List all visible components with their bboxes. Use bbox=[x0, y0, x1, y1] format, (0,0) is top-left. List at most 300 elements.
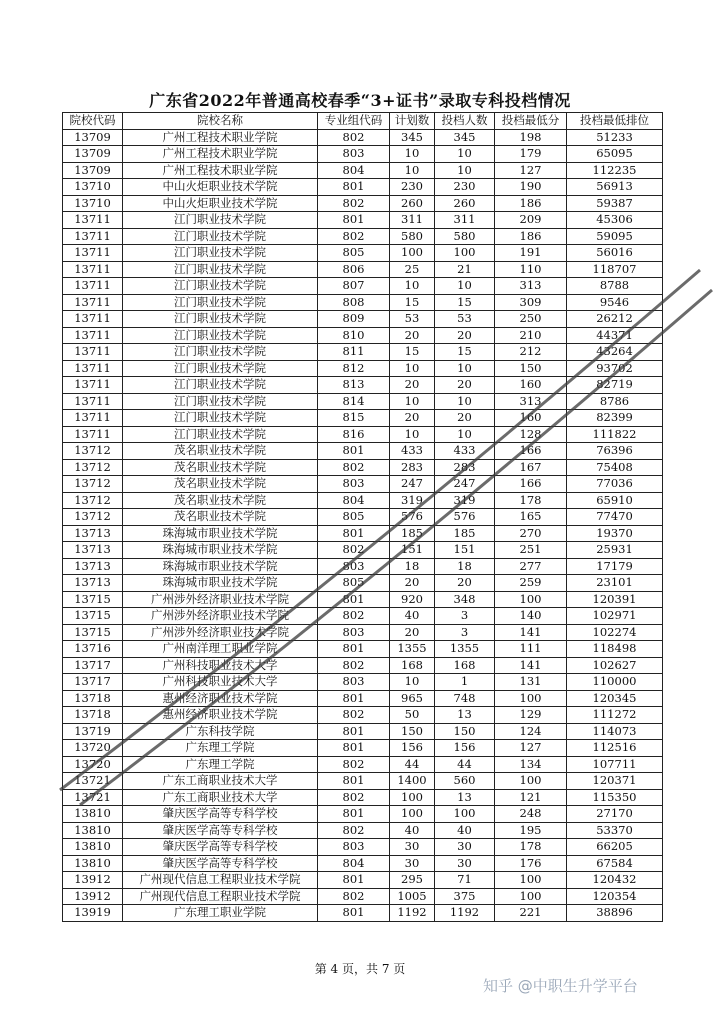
cell-school-code: 13912 bbox=[63, 888, 123, 905]
cell-plan-count: 50 bbox=[390, 707, 435, 724]
cell-min-rank: 38896 bbox=[567, 905, 663, 922]
cell-admitted-count: 30 bbox=[435, 855, 495, 872]
cell-school-name: 中山火炬职业技术学院 bbox=[123, 179, 318, 196]
cell-admitted-count: 1355 bbox=[435, 641, 495, 658]
cell-min-rank: 66205 bbox=[567, 839, 663, 856]
cell-school-name: 肇庆医学高等专科学校 bbox=[123, 855, 318, 872]
cell-group-code: 802 bbox=[318, 756, 390, 773]
cell-min-rank: 82399 bbox=[567, 410, 663, 427]
cell-min-score: 100 bbox=[495, 888, 567, 905]
cell-school-name: 茂名职业技术学院 bbox=[123, 476, 318, 493]
table-row bbox=[63, 773, 663, 790]
cell-admitted-count: 71 bbox=[435, 872, 495, 889]
cell-plan-count: 20 bbox=[390, 410, 435, 427]
cell-group-code: 801 bbox=[318, 773, 390, 790]
cell-plan-count: 345 bbox=[390, 129, 435, 146]
cell-min-rank: 8786 bbox=[567, 393, 663, 410]
cell-school-name: 茂名职业技术学院 bbox=[123, 443, 318, 460]
cell-min-score: 209 bbox=[495, 212, 567, 229]
cell-min-score: 100 bbox=[495, 690, 567, 707]
cell-plan-count: 40 bbox=[390, 608, 435, 625]
header-min-rank: 投档最低排位 bbox=[567, 113, 663, 130]
cell-school-name: 茂名职业技术学院 bbox=[123, 459, 318, 476]
cell-min-rank: 65910 bbox=[567, 492, 663, 509]
cell-group-code: 815 bbox=[318, 410, 390, 427]
cell-min-score: 166 bbox=[495, 476, 567, 493]
cell-admitted-count: 1 bbox=[435, 674, 495, 691]
cell-plan-count: 10 bbox=[390, 393, 435, 410]
cell-plan-count: 230 bbox=[390, 179, 435, 196]
cell-school-name: 广东科技学院 bbox=[123, 723, 318, 740]
cell-group-code: 803 bbox=[318, 839, 390, 856]
cell-min-rank: 118498 bbox=[567, 641, 663, 658]
cell-group-code: 801 bbox=[318, 740, 390, 757]
cell-plan-count: 1005 bbox=[390, 888, 435, 905]
table-row bbox=[63, 459, 663, 476]
cell-school-code: 13711 bbox=[63, 278, 123, 295]
cell-school-code: 13810 bbox=[63, 822, 123, 839]
table-row bbox=[63, 377, 663, 394]
table-row bbox=[63, 789, 663, 806]
cell-plan-count: 151 bbox=[390, 542, 435, 559]
cell-school-code: 13711 bbox=[63, 344, 123, 361]
table-row bbox=[63, 723, 663, 740]
cell-min-score: 176 bbox=[495, 855, 567, 872]
admission-table bbox=[62, 112, 663, 922]
cell-min-rank: 44371 bbox=[567, 327, 663, 344]
cell-plan-count: 10 bbox=[390, 674, 435, 691]
cell-group-code: 802 bbox=[318, 129, 390, 146]
cell-min-score: 248 bbox=[495, 806, 567, 823]
cell-school-name: 广州涉外经济职业技术学院 bbox=[123, 591, 318, 608]
cell-plan-count: 920 bbox=[390, 591, 435, 608]
cell-admitted-count: 20 bbox=[435, 575, 495, 592]
cell-school-name: 肇庆医学高等专科学校 bbox=[123, 822, 318, 839]
table-row bbox=[63, 195, 663, 212]
cell-admitted-count: 10 bbox=[435, 393, 495, 410]
cell-school-code: 13711 bbox=[63, 245, 123, 262]
table-row bbox=[63, 591, 663, 608]
table-row bbox=[63, 476, 663, 493]
table-row bbox=[63, 492, 663, 509]
cell-min-rank: 25931 bbox=[567, 542, 663, 559]
cell-plan-count: 295 bbox=[390, 872, 435, 889]
cell-admitted-count: 10 bbox=[435, 360, 495, 377]
cell-school-code: 13721 bbox=[63, 773, 123, 790]
header-admitted-count: 投档人数 bbox=[435, 113, 495, 130]
cell-plan-count: 1192 bbox=[390, 905, 435, 922]
cell-group-code: 802 bbox=[318, 459, 390, 476]
cell-group-code: 801 bbox=[318, 872, 390, 889]
cell-plan-count: 1400 bbox=[390, 773, 435, 790]
cell-school-name: 广州南洋理工职业学院 bbox=[123, 641, 318, 658]
table-row bbox=[63, 575, 663, 592]
cell-school-code: 13711 bbox=[63, 360, 123, 377]
cell-school-code: 13712 bbox=[63, 443, 123, 460]
cell-admitted-count: 10 bbox=[435, 278, 495, 295]
cell-admitted-count: 20 bbox=[435, 410, 495, 427]
cell-group-code: 801 bbox=[318, 723, 390, 740]
cell-min-score: 277 bbox=[495, 558, 567, 575]
cell-school-code: 13709 bbox=[63, 162, 123, 179]
cell-school-name: 广州科技职业技术大学 bbox=[123, 657, 318, 674]
cell-plan-count: 20 bbox=[390, 624, 435, 641]
cell-school-code: 13713 bbox=[63, 558, 123, 575]
cell-admitted-count: 150 bbox=[435, 723, 495, 740]
cell-group-code: 802 bbox=[318, 542, 390, 559]
cell-admitted-count: 10 bbox=[435, 162, 495, 179]
header-min-score: 投档最低分 bbox=[495, 113, 567, 130]
cell-min-score: 186 bbox=[495, 195, 567, 212]
cell-admitted-count: 151 bbox=[435, 542, 495, 559]
cell-school-name: 肇庆医学高等专科学校 bbox=[123, 839, 318, 856]
cell-min-score: 179 bbox=[495, 146, 567, 163]
cell-admitted-count: 10 bbox=[435, 146, 495, 163]
cell-admitted-count: 156 bbox=[435, 740, 495, 757]
cell-admitted-count: 230 bbox=[435, 179, 495, 196]
cell-min-score: 160 bbox=[495, 410, 567, 427]
cell-school-code: 13717 bbox=[63, 674, 123, 691]
cell-min-rank: 19370 bbox=[567, 525, 663, 542]
cell-school-name: 江门职业技术学院 bbox=[123, 228, 318, 245]
cell-school-code: 13711 bbox=[63, 426, 123, 443]
cell-min-rank: 114073 bbox=[567, 723, 663, 740]
cell-plan-count: 576 bbox=[390, 509, 435, 526]
table-row bbox=[63, 839, 663, 856]
cell-min-score: 313 bbox=[495, 393, 567, 410]
table-row bbox=[63, 509, 663, 526]
cell-min-score: 160 bbox=[495, 377, 567, 394]
cell-school-code: 13711 bbox=[63, 377, 123, 394]
cell-min-score: 186 bbox=[495, 228, 567, 245]
cell-min-score: 165 bbox=[495, 509, 567, 526]
cell-group-code: 810 bbox=[318, 327, 390, 344]
table-row bbox=[63, 905, 663, 922]
cell-admitted-count: 100 bbox=[435, 245, 495, 262]
cell-plan-count: 100 bbox=[390, 245, 435, 262]
cell-group-code: 803 bbox=[318, 624, 390, 641]
page-footer: 第 4 页，共 7 页 bbox=[314, 962, 406, 976]
cell-plan-count: 10 bbox=[390, 278, 435, 295]
cell-min-score: 251 bbox=[495, 542, 567, 559]
cell-admitted-count: 21 bbox=[435, 261, 495, 278]
cell-group-code: 812 bbox=[318, 360, 390, 377]
table-row bbox=[63, 393, 663, 410]
cell-school-code: 13712 bbox=[63, 509, 123, 526]
table-row bbox=[63, 261, 663, 278]
table-row bbox=[63, 657, 663, 674]
cell-admitted-count: 560 bbox=[435, 773, 495, 790]
cell-min-score: 198 bbox=[495, 129, 567, 146]
cell-admitted-count: 15 bbox=[435, 344, 495, 361]
cell-school-name: 广州科技职业技术大学 bbox=[123, 674, 318, 691]
cell-admitted-count: 13 bbox=[435, 789, 495, 806]
cell-school-name: 江门职业技术学院 bbox=[123, 393, 318, 410]
cell-min-rank: 107711 bbox=[567, 756, 663, 773]
cell-min-rank: 120391 bbox=[567, 591, 663, 608]
cell-plan-count: 260 bbox=[390, 195, 435, 212]
cell-school-code: 13711 bbox=[63, 393, 123, 410]
cell-min-score: 124 bbox=[495, 723, 567, 740]
table-row bbox=[63, 146, 663, 163]
cell-min-score: 167 bbox=[495, 459, 567, 476]
cell-admitted-count: 3 bbox=[435, 624, 495, 641]
cell-school-code: 13711 bbox=[63, 228, 123, 245]
cell-min-rank: 77036 bbox=[567, 476, 663, 493]
cell-min-score: 309 bbox=[495, 294, 567, 311]
cell-school-name: 惠州经济职业技术学院 bbox=[123, 707, 318, 724]
cell-plan-count: 10 bbox=[390, 162, 435, 179]
cell-school-name: 珠海城市职业技术学院 bbox=[123, 575, 318, 592]
cell-admitted-count: 748 bbox=[435, 690, 495, 707]
cell-plan-count: 18 bbox=[390, 558, 435, 575]
table-row bbox=[63, 641, 663, 658]
table-row bbox=[63, 855, 663, 872]
cell-min-score: 313 bbox=[495, 278, 567, 295]
cell-school-code: 13715 bbox=[63, 624, 123, 641]
cell-min-score: 100 bbox=[495, 773, 567, 790]
cell-min-rank: 67584 bbox=[567, 855, 663, 872]
cell-admitted-count: 1192 bbox=[435, 905, 495, 922]
table-row bbox=[63, 624, 663, 641]
cell-group-code: 801 bbox=[318, 905, 390, 922]
table-row bbox=[63, 294, 663, 311]
table-row bbox=[63, 542, 663, 559]
cell-min-score: 128 bbox=[495, 426, 567, 443]
cell-group-code: 803 bbox=[318, 146, 390, 163]
cell-min-score: 178 bbox=[495, 492, 567, 509]
cell-group-code: 803 bbox=[318, 558, 390, 575]
cell-group-code: 801 bbox=[318, 641, 390, 658]
table-row bbox=[63, 410, 663, 427]
cell-min-score: 270 bbox=[495, 525, 567, 542]
cell-min-rank: 120432 bbox=[567, 872, 663, 889]
cell-school-name: 广州涉外经济职业技术学院 bbox=[123, 624, 318, 641]
table-row bbox=[63, 327, 663, 344]
cell-min-rank: 111822 bbox=[567, 426, 663, 443]
cell-plan-count: 30 bbox=[390, 839, 435, 856]
table-row bbox=[63, 162, 663, 179]
cell-min-rank: 93702 bbox=[567, 360, 663, 377]
cell-min-score: 131 bbox=[495, 674, 567, 691]
cell-school-code: 13711 bbox=[63, 294, 123, 311]
cell-school-code: 13810 bbox=[63, 855, 123, 872]
cell-admitted-count: 44 bbox=[435, 756, 495, 773]
cell-plan-count: 10 bbox=[390, 360, 435, 377]
cell-group-code: 813 bbox=[318, 377, 390, 394]
cell-min-rank: 75408 bbox=[567, 459, 663, 476]
cell-min-rank: 56016 bbox=[567, 245, 663, 262]
cell-admitted-count: 20 bbox=[435, 377, 495, 394]
cell-group-code: 804 bbox=[318, 492, 390, 509]
cell-admitted-count: 10 bbox=[435, 426, 495, 443]
cell-min-rank: 9546 bbox=[567, 294, 663, 311]
cell-school-name: 江门职业技术学院 bbox=[123, 377, 318, 394]
cell-school-code: 13713 bbox=[63, 525, 123, 542]
cell-plan-count: 30 bbox=[390, 855, 435, 872]
cell-school-name: 珠海城市职业技术学院 bbox=[123, 558, 318, 575]
cell-school-name: 广东工商职业技术大学 bbox=[123, 773, 318, 790]
cell-plan-count: 1355 bbox=[390, 641, 435, 658]
cell-min-rank: 27170 bbox=[567, 806, 663, 823]
cell-group-code: 814 bbox=[318, 393, 390, 410]
cell-group-code: 809 bbox=[318, 311, 390, 328]
cell-admitted-count: 311 bbox=[435, 212, 495, 229]
cell-min-rank: 120354 bbox=[567, 888, 663, 905]
zhihu-watermark: 知乎 @中职生升学平台 bbox=[483, 977, 638, 995]
cell-admitted-count: 15 bbox=[435, 294, 495, 311]
cell-min-score: 212 bbox=[495, 344, 567, 361]
table-row bbox=[63, 707, 663, 724]
cell-admitted-count: 168 bbox=[435, 657, 495, 674]
table-row bbox=[63, 426, 663, 443]
table-row bbox=[63, 212, 663, 229]
header-group-code: 专业组代码 bbox=[318, 113, 390, 130]
cell-group-code: 802 bbox=[318, 822, 390, 839]
cell-plan-count: 10 bbox=[390, 146, 435, 163]
cell-school-code: 13721 bbox=[63, 789, 123, 806]
table-row bbox=[63, 690, 663, 707]
table-row bbox=[63, 344, 663, 361]
cell-school-name: 广东工商职业技术大学 bbox=[123, 789, 318, 806]
cell-min-score: 191 bbox=[495, 245, 567, 262]
cell-min-rank: 43264 bbox=[567, 344, 663, 361]
cell-min-rank: 51233 bbox=[567, 129, 663, 146]
cell-admitted-count: 580 bbox=[435, 228, 495, 245]
table-row bbox=[63, 740, 663, 757]
cell-group-code: 801 bbox=[318, 690, 390, 707]
cell-school-code: 13712 bbox=[63, 476, 123, 493]
cell-min-rank: 76396 bbox=[567, 443, 663, 460]
cell-school-code: 13709 bbox=[63, 146, 123, 163]
header-plan-count: 计划数 bbox=[390, 113, 435, 130]
cell-school-code: 13711 bbox=[63, 410, 123, 427]
cell-min-score: 110 bbox=[495, 261, 567, 278]
cell-admitted-count: 18 bbox=[435, 558, 495, 575]
cell-school-code: 13912 bbox=[63, 872, 123, 889]
cell-min-rank: 77470 bbox=[567, 509, 663, 526]
cell-plan-count: 168 bbox=[390, 657, 435, 674]
cell-min-rank: 120371 bbox=[567, 773, 663, 790]
cell-plan-count: 15 bbox=[390, 294, 435, 311]
cell-min-score: 259 bbox=[495, 575, 567, 592]
cell-min-rank: 111272 bbox=[567, 707, 663, 724]
cell-admitted-count: 3 bbox=[435, 608, 495, 625]
cell-group-code: 804 bbox=[318, 162, 390, 179]
table-row bbox=[63, 608, 663, 625]
cell-school-name: 茂名职业技术学院 bbox=[123, 509, 318, 526]
cell-school-code: 13711 bbox=[63, 311, 123, 328]
cell-group-code: 804 bbox=[318, 855, 390, 872]
table-row bbox=[63, 558, 663, 575]
cell-school-name: 江门职业技术学院 bbox=[123, 360, 318, 377]
cell-admitted-count: 53 bbox=[435, 311, 495, 328]
cell-group-code: 802 bbox=[318, 888, 390, 905]
cell-school-code: 13711 bbox=[63, 327, 123, 344]
table-row bbox=[63, 872, 663, 889]
cell-min-rank: 118707 bbox=[567, 261, 663, 278]
cell-plan-count: 10 bbox=[390, 426, 435, 443]
cell-school-code: 13715 bbox=[63, 591, 123, 608]
cell-group-code: 805 bbox=[318, 245, 390, 262]
table-row bbox=[63, 129, 663, 146]
cell-min-rank: 23101 bbox=[567, 575, 663, 592]
cell-school-name: 江门职业技术学院 bbox=[123, 426, 318, 443]
cell-min-rank: 8788 bbox=[567, 278, 663, 295]
cell-group-code: 801 bbox=[318, 179, 390, 196]
cell-min-rank: 115350 bbox=[567, 789, 663, 806]
cell-min-score: 150 bbox=[495, 360, 567, 377]
cell-school-name: 肇庆医学高等专科学校 bbox=[123, 806, 318, 823]
cell-min-score: 190 bbox=[495, 179, 567, 196]
cell-group-code: 808 bbox=[318, 294, 390, 311]
cell-school-name: 江门职业技术学院 bbox=[123, 311, 318, 328]
cell-school-name: 珠海城市职业技术学院 bbox=[123, 542, 318, 559]
cell-school-name: 广东理工职业学院 bbox=[123, 905, 318, 922]
cell-min-score: 100 bbox=[495, 591, 567, 608]
cell-min-rank: 59387 bbox=[567, 195, 663, 212]
cell-admitted-count: 375 bbox=[435, 888, 495, 905]
cell-group-code: 802 bbox=[318, 707, 390, 724]
cell-min-score: 100 bbox=[495, 872, 567, 889]
cell-school-code: 13712 bbox=[63, 492, 123, 509]
cell-school-name: 江门职业技术学院 bbox=[123, 261, 318, 278]
header-school-code: 院校代码 bbox=[63, 113, 123, 130]
cell-group-code: 807 bbox=[318, 278, 390, 295]
cell-school-name: 江门职业技术学院 bbox=[123, 245, 318, 262]
cell-min-score: 111 bbox=[495, 641, 567, 658]
cell-min-score: 121 bbox=[495, 789, 567, 806]
cell-group-code: 801 bbox=[318, 443, 390, 460]
cell-school-code: 13720 bbox=[63, 756, 123, 773]
table-row bbox=[63, 360, 663, 377]
cell-school-name: 江门职业技术学院 bbox=[123, 278, 318, 295]
table-row bbox=[63, 443, 663, 460]
cell-min-rank: 59095 bbox=[567, 228, 663, 245]
cell-plan-count: 319 bbox=[390, 492, 435, 509]
table-row bbox=[63, 228, 663, 245]
cell-group-code: 801 bbox=[318, 525, 390, 542]
cell-school-code: 13709 bbox=[63, 129, 123, 146]
cell-admitted-count: 319 bbox=[435, 492, 495, 509]
cell-min-rank: 45306 bbox=[567, 212, 663, 229]
cell-min-score: 250 bbox=[495, 311, 567, 328]
cell-group-code: 802 bbox=[318, 657, 390, 674]
cell-min-rank: 112516 bbox=[567, 740, 663, 757]
cell-school-code: 13713 bbox=[63, 542, 123, 559]
cell-min-rank: 26212 bbox=[567, 311, 663, 328]
cell-school-name: 茂名职业技术学院 bbox=[123, 492, 318, 509]
cell-school-name: 广东理工学院 bbox=[123, 740, 318, 757]
cell-group-code: 805 bbox=[318, 509, 390, 526]
cell-min-rank: 102971 bbox=[567, 608, 663, 625]
cell-admitted-count: 247 bbox=[435, 476, 495, 493]
table-row bbox=[63, 822, 663, 839]
cell-plan-count: 20 bbox=[390, 575, 435, 592]
cell-group-code: 801 bbox=[318, 212, 390, 229]
cell-plan-count: 40 bbox=[390, 822, 435, 839]
cell-min-score: 210 bbox=[495, 327, 567, 344]
cell-group-code: 811 bbox=[318, 344, 390, 361]
table-row bbox=[63, 179, 663, 196]
cell-school-code: 13712 bbox=[63, 459, 123, 476]
cell-group-code: 801 bbox=[318, 806, 390, 823]
cell-group-code: 803 bbox=[318, 476, 390, 493]
cell-min-rank: 65095 bbox=[567, 146, 663, 163]
cell-plan-count: 311 bbox=[390, 212, 435, 229]
cell-school-code: 13719 bbox=[63, 723, 123, 740]
cell-school-code: 13720 bbox=[63, 740, 123, 757]
